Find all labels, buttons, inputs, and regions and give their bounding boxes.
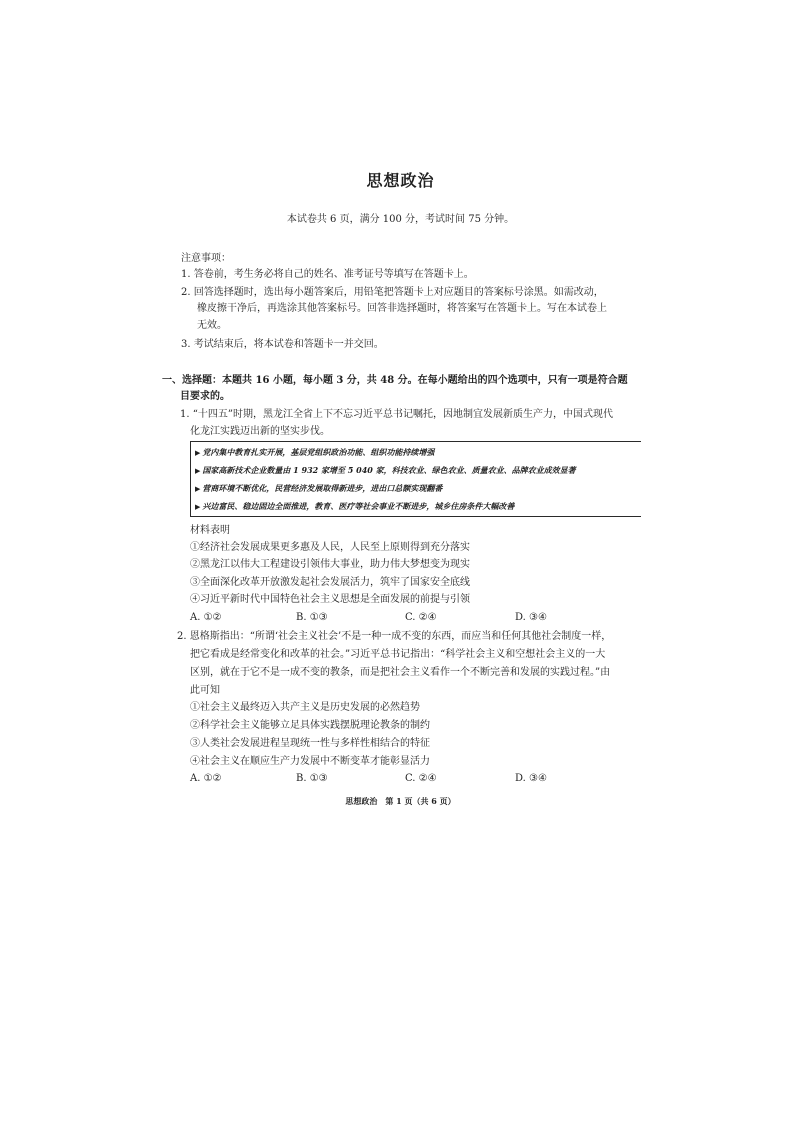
q2-choice-a: A. ①② xyxy=(190,773,222,784)
notice-line: 橡皮擦干净后，再选涂其他答案标号。回答非选择题时，将答案写在答题卡上。写在本试卷上 xyxy=(197,303,607,314)
notice-heading: 注意事项： xyxy=(181,253,231,264)
q1-choice-a: A. ①② xyxy=(190,612,222,623)
q1-option: ③全面深化改革开放激发起社会发展活力，筑牢了国家安全底线 xyxy=(190,577,470,588)
q1-choice-d: D. ③④ xyxy=(515,612,547,623)
notice-line: 2. 回答选择题时，选出每小题答案后，用铅笔把答题卡上对应题目的答案标号涂黑。如需改动， xyxy=(181,287,604,298)
q1-stem: 化龙江实践迈出新的坚实步伐。 xyxy=(190,426,330,437)
q2-option: ②科学社会主义能够立足具体实践摆脱理论教条的制约 xyxy=(190,720,430,731)
q1-option: ②黑龙江以伟大工程建设引领伟大事业，助力伟大梦想变为现实 xyxy=(190,559,470,570)
exam-title: 思想政治 xyxy=(366,171,435,190)
q2-stem: 把它看成是经常变化和改革的社会。”习近平总书记指出：“科学社会主义和空想社会主义的一大 xyxy=(190,649,606,660)
section-heading: 一、选择题：本题共 16 小题，每小题 3 分，共 48 分。在每小题给出的四个选项中，只有一项是符合题 xyxy=(162,375,628,386)
q2-stem: 2. 恩格斯指出：“所谓‘社会主义社会’不是一种一成不变的东西，而应当和任何其他社会制度一样， xyxy=(177,631,612,642)
triangle-right-icon: ▶ xyxy=(195,484,201,493)
q1-option: ④习近平新时代中国特色社会主义思想是全面发展的前提与引领 xyxy=(190,594,470,605)
exam-subtitle: 本试卷共 6 页，满分 100 分，考试时间 75 分钟。 xyxy=(286,214,515,225)
q2-choice-c: C. ②④ xyxy=(405,773,437,784)
triangle-right-icon: ▶ xyxy=(195,502,201,511)
material-item: ▶ 营商环境不断优化，民营经济发展取得新进步，进出口总额实现翻番 xyxy=(195,483,443,493)
exam-page xyxy=(160,150,641,830)
q2-option: ①社会主义最终迈入共产主义是历史发展的必然趋势 xyxy=(190,702,420,713)
q2-stem: 此可知 xyxy=(190,685,220,696)
triangle-right-icon: ▶ xyxy=(195,448,201,457)
material-item: ▶ 党内集中教育扎实开展，基层党组织政治功能、组织功能持续增强 xyxy=(195,447,435,457)
material-item: ▶ 国家高新技术企业数量由 1 932 家增至 5 040 家，科技农业、绿色农业、质量农业、品牌农业成效显著 xyxy=(195,465,576,475)
q2-choice-d: D. ③④ xyxy=(515,773,547,784)
q1-option: ①经济社会发展成果更多惠及人民，人民至上原则得到充分落实 xyxy=(190,542,470,553)
q1-stem: 1. “十四五”时期，黑龙江全省上下不忘习近平总书记嘱托，因地制宜发展新质生产力，中国式现代 xyxy=(180,409,613,420)
notice-line: 无效。 xyxy=(197,320,227,331)
q1-lead: 材料表明 xyxy=(190,525,230,536)
q1-material-box xyxy=(190,441,641,517)
material-item: ▶ 兴边富民、稳边固边全面推进，教育、医疗等社会事业不断进步，城乡住房条件大幅改善 xyxy=(195,501,515,511)
section-heading-cont: 目要求的。 xyxy=(180,391,230,402)
q2-choice-b: B. ①③ xyxy=(296,773,328,784)
q2-option: ③人类社会发展进程呈现统一性与多样性相结合的特征 xyxy=(190,738,430,749)
notice-line: 1. 答卷前，考生务必将自己的姓名、准考证号等填写在答题卡上。 xyxy=(181,269,474,280)
triangle-right-icon: ▶ xyxy=(195,466,201,475)
notice-line: 3. 考试结束后，将本试卷和答题卡一并交回。 xyxy=(181,339,384,350)
q2-stem: 区别，就在于它不是一成不变的教条，而是把社会主义看作一个不断完善和发展的实践过程。”由 xyxy=(190,667,611,678)
q1-choice-c: C. ②④ xyxy=(405,612,437,623)
q2-option: ④社会主义在顺应生产力发展中不断变革才能彰显活力 xyxy=(190,756,430,767)
page-footer: 思想政治 第 1 页（共 6 页） xyxy=(345,796,456,806)
q1-choice-b: B. ①③ xyxy=(296,612,328,623)
